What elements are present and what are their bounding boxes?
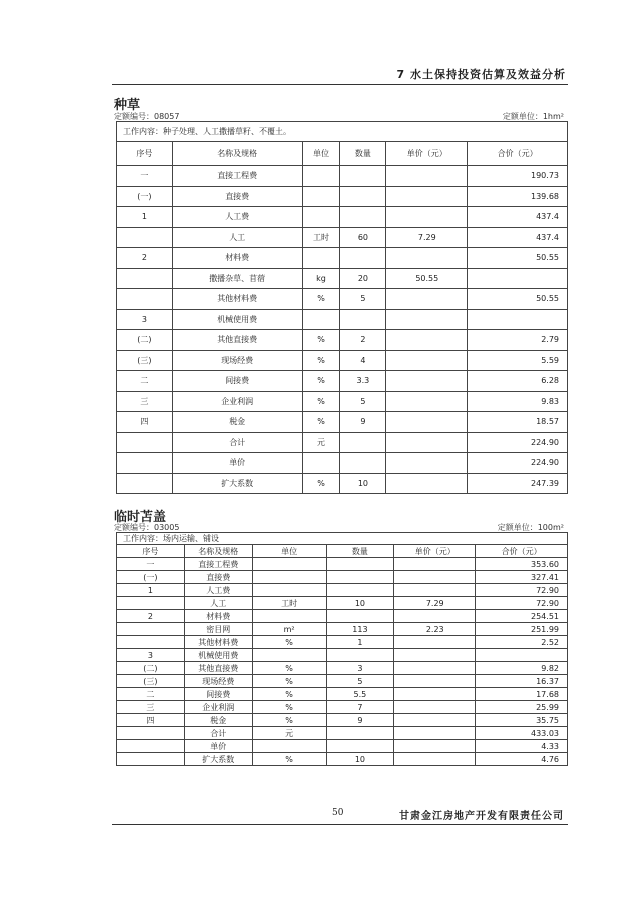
table-row xyxy=(117,186,568,207)
table-cell xyxy=(386,248,468,269)
table-cell: 人工费 xyxy=(172,207,302,228)
table-cell: 254.51 xyxy=(476,610,568,623)
table-cell: 直接工程费 xyxy=(184,558,252,571)
table-cell xyxy=(252,649,326,662)
table-cell xyxy=(326,584,394,597)
table-cell xyxy=(302,207,340,228)
table-cell: 三 xyxy=(117,391,173,412)
table-cell: 224.90 xyxy=(468,432,568,453)
table-cell: 3.3 xyxy=(340,371,386,392)
table-cell xyxy=(252,584,326,597)
table-row xyxy=(117,649,568,662)
table-cell: 25.99 xyxy=(476,701,568,714)
table-cell: 9 xyxy=(326,714,394,727)
table-cell: 人工 xyxy=(184,597,252,610)
table-cell xyxy=(386,186,468,207)
table-cell: % xyxy=(252,714,326,727)
table-cell: 材料费 xyxy=(172,248,302,269)
table-cell xyxy=(117,597,185,610)
table-cell: 9.82 xyxy=(476,662,568,675)
column-header: 名称及规格 xyxy=(172,142,302,166)
table-cell xyxy=(386,371,468,392)
table-cell: 437.4 xyxy=(468,207,568,228)
table-cell xyxy=(326,558,394,571)
table-cell: 17.68 xyxy=(476,688,568,701)
table-cell: 35.75 xyxy=(476,714,568,727)
table-cell xyxy=(386,473,468,494)
table-cell: 现场经费 xyxy=(172,350,302,371)
chapter-header: 7 水土保持投资估算及效益分析 xyxy=(396,68,566,81)
table-cell: (二) xyxy=(117,662,185,675)
table-cell: 其他直接费 xyxy=(184,662,252,675)
table-cell xyxy=(326,727,394,740)
table-cell xyxy=(302,453,340,474)
table-cell: 合计 xyxy=(184,727,252,740)
table-cell xyxy=(476,649,568,662)
section2-header-row xyxy=(117,545,568,558)
table-cell: 企业利润 xyxy=(172,391,302,412)
table-cell: 9.83 xyxy=(468,391,568,412)
table-cell xyxy=(394,584,476,597)
table-cell xyxy=(386,330,468,351)
table-cell xyxy=(394,675,476,688)
column-header: 序号 xyxy=(117,545,185,558)
table-cell xyxy=(386,453,468,474)
table-cell: 3 xyxy=(117,649,185,662)
table-cell: 直接费 xyxy=(172,186,302,207)
section1-work-content: 工作内容：种子处理、人工撒播草籽、不覆土。 xyxy=(117,122,568,142)
table-cell: 190.73 xyxy=(468,166,568,187)
table-cell xyxy=(394,571,476,584)
table-cell: % xyxy=(302,371,340,392)
table-row xyxy=(117,662,568,675)
table-cell: 元 xyxy=(252,727,326,740)
table-cell: 2 xyxy=(117,248,173,269)
section1-header-row xyxy=(117,142,568,166)
table-cell: 353.60 xyxy=(476,558,568,571)
table-cell: 4 xyxy=(340,350,386,371)
table-cell xyxy=(386,289,468,310)
table-cell: % xyxy=(302,330,340,351)
table-cell: 4.33 xyxy=(476,740,568,753)
table-cell: 50.55 xyxy=(386,268,468,289)
table-cell: 间接费 xyxy=(184,688,252,701)
table-cell: 5 xyxy=(326,675,394,688)
table-cell xyxy=(117,636,185,649)
table-cell: (二) xyxy=(117,330,173,351)
section2-quota-no: 定额编号：03005 xyxy=(114,523,180,532)
table-cell: 251.99 xyxy=(476,623,568,636)
table-row xyxy=(117,714,568,727)
table-cell: m² xyxy=(252,623,326,636)
table-cell xyxy=(394,662,476,675)
table-cell xyxy=(117,740,185,753)
table-cell: 税金 xyxy=(172,412,302,433)
table-cell xyxy=(117,432,173,453)
table-cell: 四 xyxy=(117,714,185,727)
table-cell: 2 xyxy=(340,330,386,351)
table-cell: 1 xyxy=(117,584,185,597)
table-row xyxy=(117,636,568,649)
table-cell: % xyxy=(302,473,340,494)
column-header: 数量 xyxy=(340,142,386,166)
table-cell xyxy=(386,391,468,412)
table-row xyxy=(117,309,568,330)
table-cell xyxy=(340,207,386,228)
table-cell: 工时 xyxy=(252,597,326,610)
table-cell: 现场经费 xyxy=(184,675,252,688)
table-cell xyxy=(340,248,386,269)
table-row xyxy=(117,727,568,740)
table-cell: 224.90 xyxy=(468,453,568,474)
table-cell: 其他材料费 xyxy=(184,636,252,649)
table-row xyxy=(117,571,568,584)
company-name: 甘肃金江房地产开发有限责任公司 xyxy=(399,811,564,822)
table-cell: 9 xyxy=(340,412,386,433)
table-cell: 50.55 xyxy=(468,289,568,310)
table-cell: 7 xyxy=(326,701,394,714)
table-cell xyxy=(302,166,340,187)
table-row xyxy=(117,207,568,228)
table-cell: 单价 xyxy=(184,740,252,753)
table-cell xyxy=(302,309,340,330)
table-row xyxy=(117,248,568,269)
table-cell: 人工 xyxy=(172,227,302,248)
table-cell xyxy=(340,166,386,187)
table-cell xyxy=(386,207,468,228)
table-cell xyxy=(386,412,468,433)
table-row xyxy=(117,391,568,412)
table-row xyxy=(117,623,568,636)
table-cell: (三) xyxy=(117,675,185,688)
table-cell xyxy=(394,740,476,753)
table-cell: 7.29 xyxy=(386,227,468,248)
table-cell: 单价 xyxy=(172,453,302,474)
table-cell xyxy=(394,727,476,740)
table-cell xyxy=(302,248,340,269)
table-cell xyxy=(117,289,173,310)
table-row xyxy=(117,473,568,494)
section2-work-content: 工作内容：场内运输、铺设 xyxy=(117,533,568,545)
table-cell xyxy=(117,753,185,766)
footer-rule xyxy=(112,824,568,825)
table-row xyxy=(117,371,568,392)
table-cell xyxy=(117,473,173,494)
table-row xyxy=(117,330,568,351)
table-cell: kg xyxy=(302,268,340,289)
table-cell: 税金 xyxy=(184,714,252,727)
table-cell xyxy=(394,649,476,662)
table-cell: 7.29 xyxy=(394,597,476,610)
table-cell xyxy=(117,623,185,636)
table-cell: 1 xyxy=(117,207,173,228)
table-cell xyxy=(386,432,468,453)
table-cell: 一 xyxy=(117,166,173,187)
table-cell: 合计 xyxy=(172,432,302,453)
table-cell: (一) xyxy=(117,186,173,207)
table-cell: 机械使用费 xyxy=(172,309,302,330)
table-row xyxy=(117,584,568,597)
table-cell: % xyxy=(252,753,326,766)
table-cell: 1 xyxy=(326,636,394,649)
table-cell: % xyxy=(252,675,326,688)
table-cell xyxy=(252,610,326,623)
table-cell: 企业利润 xyxy=(184,701,252,714)
table-cell: % xyxy=(302,412,340,433)
table-cell xyxy=(394,610,476,623)
table-row xyxy=(117,688,568,701)
table-cell: 3 xyxy=(117,309,173,330)
table-cell xyxy=(394,753,476,766)
table-row xyxy=(117,227,568,248)
column-header: 单价（元） xyxy=(394,545,476,558)
table-row xyxy=(117,558,568,571)
section2-title: 临时苫盖 xyxy=(114,510,167,525)
table-cell: 其他材料费 xyxy=(172,289,302,310)
table-cell: % xyxy=(252,701,326,714)
table-cell: 433.03 xyxy=(476,727,568,740)
table-cell xyxy=(394,558,476,571)
table-cell xyxy=(394,714,476,727)
table-row xyxy=(117,289,568,310)
table-cell: 16.37 xyxy=(476,675,568,688)
table-cell: 撒播杂草、苜蓿 xyxy=(172,268,302,289)
table-cell: 间接费 xyxy=(172,371,302,392)
table-cell: 113 xyxy=(326,623,394,636)
table-cell: 72.90 xyxy=(476,584,568,597)
table-row xyxy=(117,453,568,474)
table-cell: 一 xyxy=(117,558,185,571)
table-cell: 直接费 xyxy=(184,571,252,584)
column-header: 单价（元） xyxy=(386,142,468,166)
table-cell xyxy=(326,649,394,662)
section1-unit: 定额单位：1hm² xyxy=(502,112,564,121)
section1-quota-no: 定额编号：08057 xyxy=(114,112,180,121)
table-cell: 18.57 xyxy=(468,412,568,433)
table-cell: 5 xyxy=(340,391,386,412)
section2-unit: 定额单位：100m² xyxy=(497,523,564,532)
table-cell: 247.39 xyxy=(468,473,568,494)
table-cell: % xyxy=(252,636,326,649)
section1-title: 种草 xyxy=(114,98,141,113)
table-cell: 20 xyxy=(340,268,386,289)
table-cell xyxy=(340,309,386,330)
table-cell: 3 xyxy=(326,662,394,675)
table-cell: 四 xyxy=(117,412,173,433)
table-cell xyxy=(340,186,386,207)
table-row xyxy=(117,268,568,289)
table-cell: 扩大系数 xyxy=(172,473,302,494)
table-cell xyxy=(302,186,340,207)
table-cell: 2.52 xyxy=(476,636,568,649)
table-cell: 材料费 xyxy=(184,610,252,623)
table-cell: 2.79 xyxy=(468,330,568,351)
table-cell: 密目网 xyxy=(184,623,252,636)
table-cell: 4.76 xyxy=(476,753,568,766)
table-cell: 5.5 xyxy=(326,688,394,701)
table-cell: 扩大系数 xyxy=(184,753,252,766)
table-cell xyxy=(386,350,468,371)
table-cell: % xyxy=(302,391,340,412)
table-cell: 60 xyxy=(340,227,386,248)
table-cell xyxy=(117,268,173,289)
page-number: 50 xyxy=(332,808,344,818)
table-cell xyxy=(117,227,173,248)
table-cell xyxy=(326,740,394,753)
table-cell: (三) xyxy=(117,350,173,371)
table-row xyxy=(117,166,568,187)
table-cell: 人工费 xyxy=(184,584,252,597)
table-row xyxy=(117,432,568,453)
table-row xyxy=(117,701,568,714)
table-cell xyxy=(117,727,185,740)
table-row xyxy=(117,675,568,688)
table-cell xyxy=(394,636,476,649)
table-cell: % xyxy=(252,688,326,701)
table-cell: 139.68 xyxy=(468,186,568,207)
table-cell xyxy=(386,309,468,330)
table-cell: 2 xyxy=(117,610,185,623)
table-cell: 元 xyxy=(302,432,340,453)
table-row xyxy=(117,597,568,610)
table-cell xyxy=(468,309,568,330)
table-cell xyxy=(252,571,326,584)
table-cell: 其他直接费 xyxy=(172,330,302,351)
table-cell: 5 xyxy=(340,289,386,310)
header-rule xyxy=(112,84,568,85)
table-cell xyxy=(386,166,468,187)
table-cell xyxy=(394,701,476,714)
table-row xyxy=(117,412,568,433)
table-cell xyxy=(340,453,386,474)
table-cell xyxy=(117,453,173,474)
column-header: 单位 xyxy=(302,142,340,166)
table-cell: 437.4 xyxy=(468,227,568,248)
table-cell xyxy=(326,571,394,584)
column-header: 合价（元） xyxy=(476,545,568,558)
table-row xyxy=(117,350,568,371)
table-cell: 72.90 xyxy=(476,597,568,610)
table-cell: 二 xyxy=(117,371,173,392)
column-header: 名称及规格 xyxy=(184,545,252,558)
table-cell: % xyxy=(302,350,340,371)
table-cell: 二 xyxy=(117,688,185,701)
section1-table xyxy=(116,121,568,494)
table-cell: 10 xyxy=(326,597,394,610)
table-cell: 工时 xyxy=(302,227,340,248)
column-header: 序号 xyxy=(117,142,173,166)
table-cell xyxy=(394,688,476,701)
table-cell xyxy=(252,558,326,571)
table-row xyxy=(117,610,568,623)
table-cell xyxy=(252,740,326,753)
table-cell: % xyxy=(252,662,326,675)
table-cell: 2.23 xyxy=(394,623,476,636)
table-cell: 机械使用费 xyxy=(184,649,252,662)
table-cell: % xyxy=(302,289,340,310)
table-cell: (一) xyxy=(117,571,185,584)
table-cell: 直接工程费 xyxy=(172,166,302,187)
column-header: 单位 xyxy=(252,545,326,558)
section2-table xyxy=(116,532,568,766)
table-cell xyxy=(340,432,386,453)
table-cell: 三 xyxy=(117,701,185,714)
table-cell xyxy=(326,610,394,623)
table-row xyxy=(117,753,568,766)
table-cell: 50.55 xyxy=(468,248,568,269)
table-row xyxy=(117,740,568,753)
table-cell: 5.59 xyxy=(468,350,568,371)
table-cell xyxy=(468,268,568,289)
table-cell: 10 xyxy=(340,473,386,494)
table-cell: 327.41 xyxy=(476,571,568,584)
table-cell: 6.28 xyxy=(468,371,568,392)
table-cell: 10 xyxy=(326,753,394,766)
column-header: 数量 xyxy=(326,545,394,558)
column-header: 合价（元） xyxy=(468,142,568,166)
